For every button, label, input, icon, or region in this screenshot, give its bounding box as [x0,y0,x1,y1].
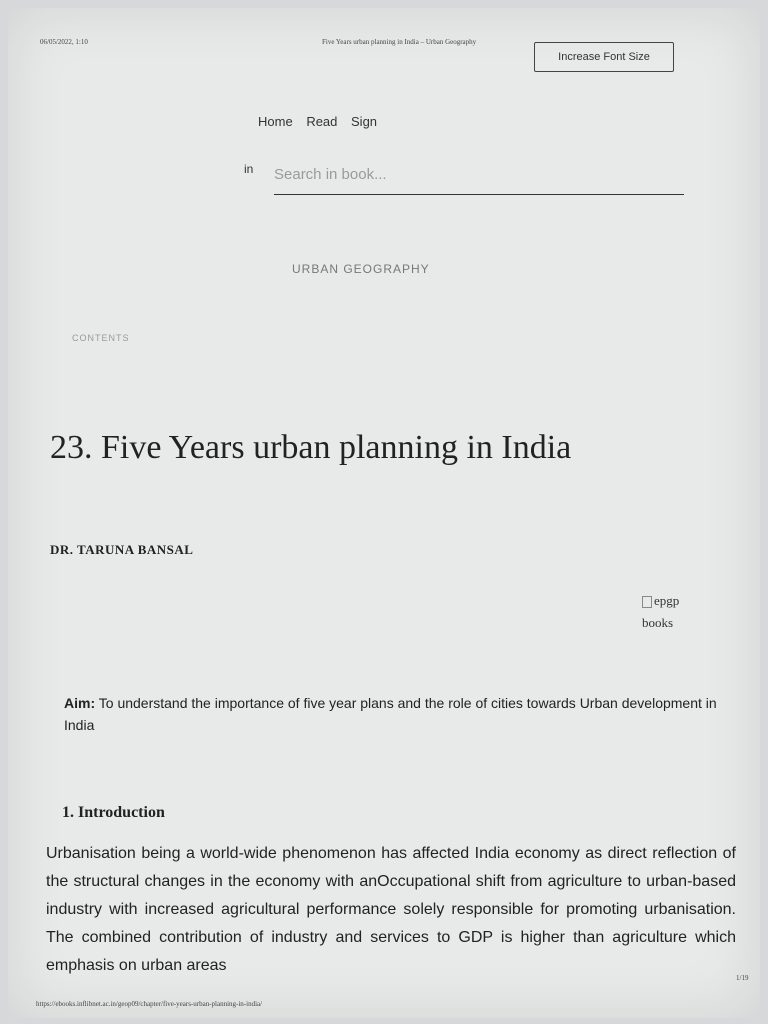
chapter-author: DR. TARUNA BANSAL [50,542,194,557]
nav-home-link[interactable]: Home [258,114,293,129]
increase-font-size-button[interactable]: Increase Font Size [534,42,674,72]
chapter-title: 23. Five Years urban planning in India [50,429,572,466]
print-date: 06/05/2022, 1:10 [40,38,88,46]
nav-sign-link[interactable]: Sign [351,114,378,129]
broken-image-icon [642,596,652,608]
search-input[interactable] [274,154,684,195]
print-page-title: Five Years urban planning in India – Urban Geography [322,38,477,46]
search-in-label: in [244,162,254,176]
epgp-books-logo [642,590,679,634]
aim-label: Aim: [64,695,96,711]
section-heading: 1. Introduction [62,804,165,821]
section-body-text: Urbanisation being a world-wide phenomenon has affected India economy as direct reflection of the structural changes in the economy with anOccupational shift from agriculture to urban-based industry with increased agricultural performance solely responsible for promoting urbanisation. The combined contribution of industry and services to GDP is higher than agriculture which emphasis on urban areas [46,845,736,974]
contents-toggle[interactable]: CONTENTS [72,333,130,343]
nav-read-link[interactable]: Read [306,114,338,129]
aim-statement [64,692,724,736]
logo-alt-line2: books [642,615,674,630]
footer-url: https://ebooks.inflibnet.ac.in/geop09/chapter/five-years-urban-planning-in-india/ [36,1000,263,1008]
book-name[interactable]: URBAN GEOGRAPHY [292,262,430,276]
aim-text: To understand the importance of five year plans and the role of cities towards Urban development in India [64,695,717,733]
top-nav [258,114,387,129]
page-number: 1/19 [736,974,749,982]
logo-alt-line1: epgp [654,593,680,608]
